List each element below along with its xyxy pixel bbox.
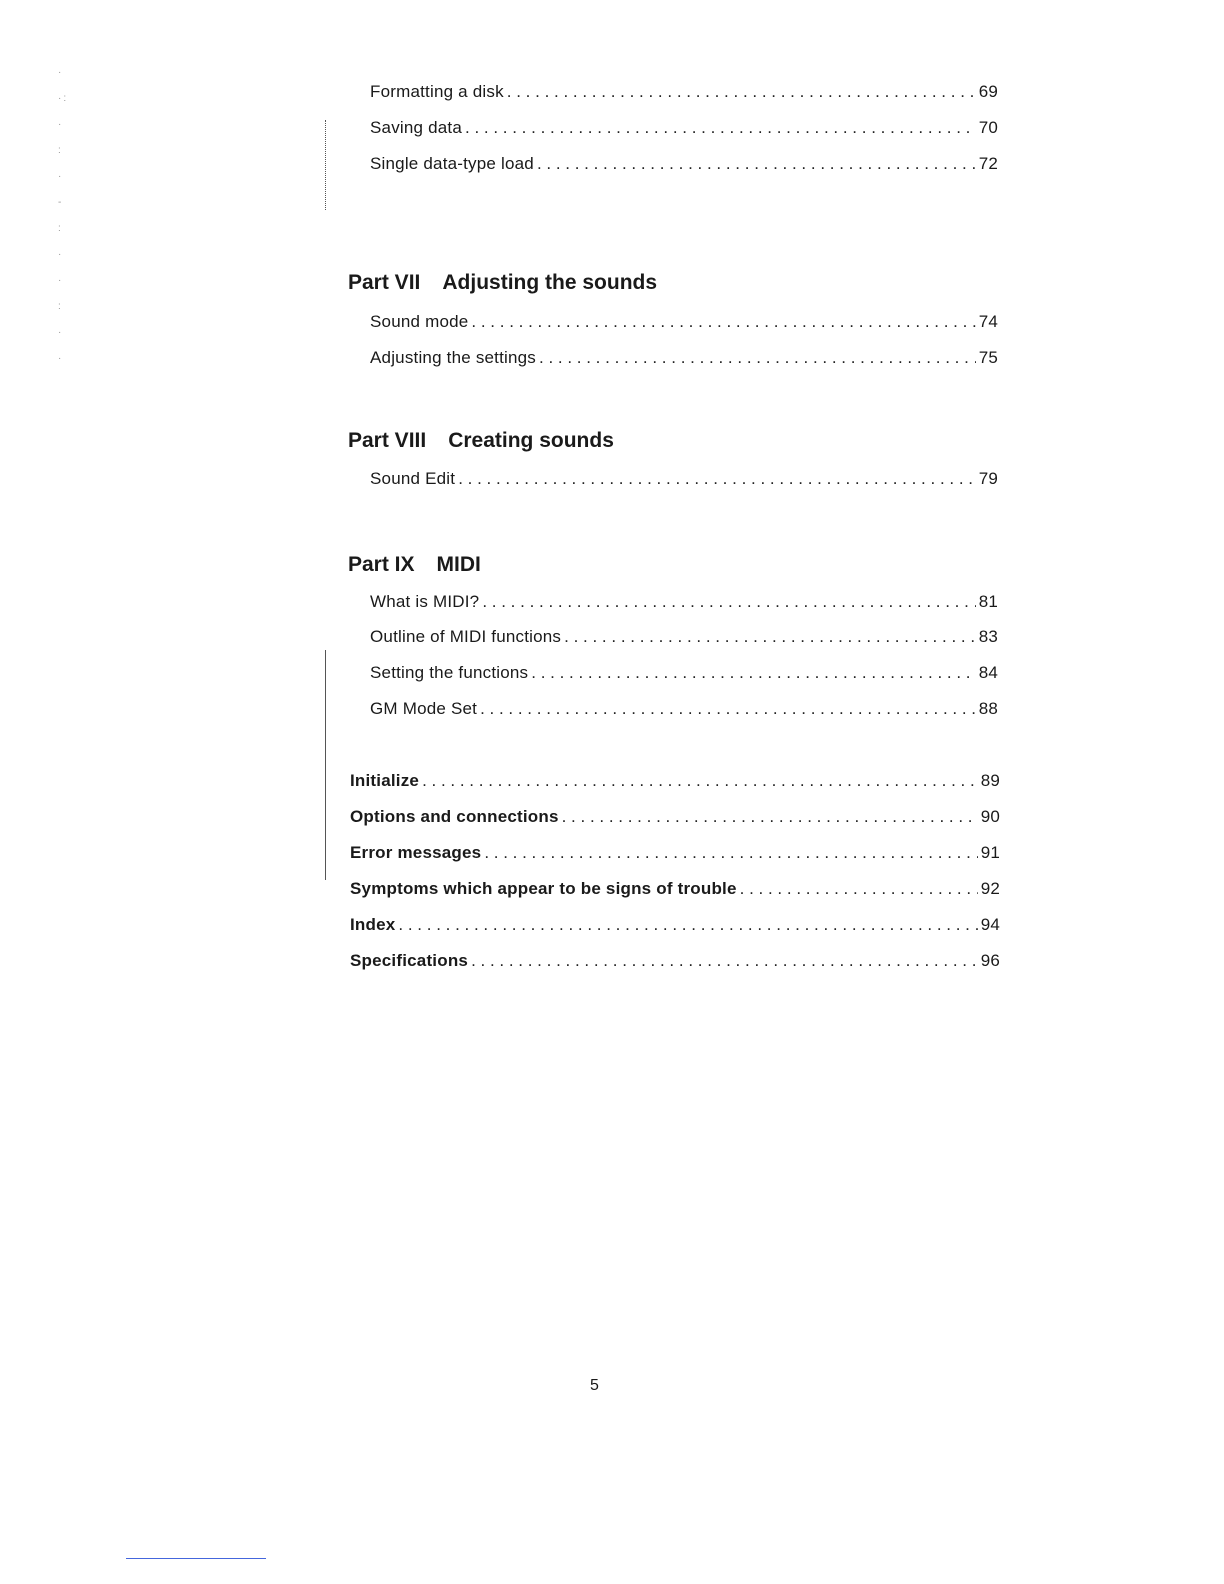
toc-entry-label: Specifications xyxy=(350,951,469,970)
toc-entry-page: 81 xyxy=(978,592,998,611)
toc-entry-page: 84 xyxy=(978,663,998,682)
dot-leader xyxy=(458,469,976,489)
toc-entry-page: 88 xyxy=(978,699,998,718)
left-vertical-rule xyxy=(325,120,326,210)
toc-entry[interactable] xyxy=(370,592,998,612)
dot-leader xyxy=(482,592,975,612)
dot-leader xyxy=(398,915,977,935)
part-number: Part VIII xyxy=(348,429,427,452)
toc-entry-page: 70 xyxy=(978,118,998,137)
toc-entry-label: Index xyxy=(350,915,396,934)
toc-entry[interactable] xyxy=(370,469,998,489)
toc-entry[interactable] xyxy=(370,82,998,102)
toc-entry[interactable] xyxy=(350,951,1000,971)
toc-entry-label: Sound mode xyxy=(370,312,469,331)
dot-leader xyxy=(740,879,978,899)
toc-entry-page: 75 xyxy=(978,348,998,367)
scan-specks: · ·: · : · - : · · : · · xyxy=(58,67,69,364)
toc-entry-page: 72 xyxy=(978,154,998,173)
toc-entry-page: 89 xyxy=(980,771,1000,790)
toc-entry-page: 96 xyxy=(980,951,1000,970)
toc-entry-label: GM Mode Set xyxy=(370,699,478,718)
page-number: 5 xyxy=(590,1377,599,1394)
toc-entry-label: Formatting a disk xyxy=(370,82,504,101)
toc-entry-page: 79 xyxy=(978,469,998,488)
toc-entry[interactable] xyxy=(350,807,1000,827)
toc-entry[interactable] xyxy=(350,879,1000,899)
toc-entry-label: What is MIDI? xyxy=(370,592,480,611)
dot-leader xyxy=(484,843,977,863)
toc-entry-label: Setting the functions xyxy=(370,663,529,682)
dot-leader xyxy=(539,348,976,368)
toc-entry[interactable] xyxy=(370,118,998,138)
part-title: MIDI xyxy=(436,553,481,576)
toc-entry-label: Outline of MIDI functions xyxy=(370,627,562,646)
toc-entry[interactable] xyxy=(370,348,998,368)
toc-entry[interactable] xyxy=(370,312,998,332)
toc-entry[interactable] xyxy=(350,915,1000,935)
toc-entry-label: Symptoms which appear to be signs of trouble xyxy=(350,879,737,898)
toc-entry[interactable] xyxy=(350,843,1000,863)
dot-leader xyxy=(480,699,976,719)
toc-entry-label: Adjusting the settings xyxy=(370,348,536,367)
toc-entry[interactable] xyxy=(370,627,998,647)
dot-leader xyxy=(562,807,978,827)
toc-entry-page: 69 xyxy=(978,82,998,101)
dot-leader xyxy=(531,663,975,683)
toc-entry-label: Single data-type load xyxy=(370,154,534,173)
dot-leader xyxy=(564,627,976,647)
dot-leader xyxy=(465,118,976,138)
toc-entry-label: Options and connections xyxy=(350,807,559,826)
toc-entry-label: Sound Edit xyxy=(370,469,456,488)
toc-entry-label: Saving data xyxy=(370,118,462,137)
toc-entry[interactable] xyxy=(350,771,1000,791)
part-number: Part IX xyxy=(348,553,415,576)
dot-leader xyxy=(422,771,978,791)
dot-leader xyxy=(471,951,978,971)
part-title: Creating sounds xyxy=(448,429,614,452)
part-heading xyxy=(348,271,657,295)
dot-leader xyxy=(471,312,975,332)
toc-entry-page: 94 xyxy=(980,915,1000,934)
part-heading xyxy=(348,553,481,577)
toc-entry-page: 92 xyxy=(980,879,1000,898)
dot-leader xyxy=(507,82,976,102)
toc-entry-label: Error messages xyxy=(350,843,482,862)
dot-leader xyxy=(537,154,976,174)
scan-edge-line xyxy=(126,1558,266,1559)
left-vertical-rule xyxy=(325,650,326,880)
part-heading xyxy=(348,429,614,453)
toc-entry-page: 83 xyxy=(978,627,998,646)
part-number: Part VII xyxy=(348,271,421,294)
toc-entry-page: 90 xyxy=(980,807,1000,826)
toc-entry-label: Initialize xyxy=(350,771,420,790)
part-title: Adjusting the sounds xyxy=(442,271,658,294)
toc-entry[interactable] xyxy=(370,663,998,683)
toc-entry-page: 74 xyxy=(978,312,998,331)
toc-entry[interactable] xyxy=(370,154,998,174)
toc-entry-page: 91 xyxy=(980,843,1000,862)
toc-entry[interactable] xyxy=(370,699,998,719)
